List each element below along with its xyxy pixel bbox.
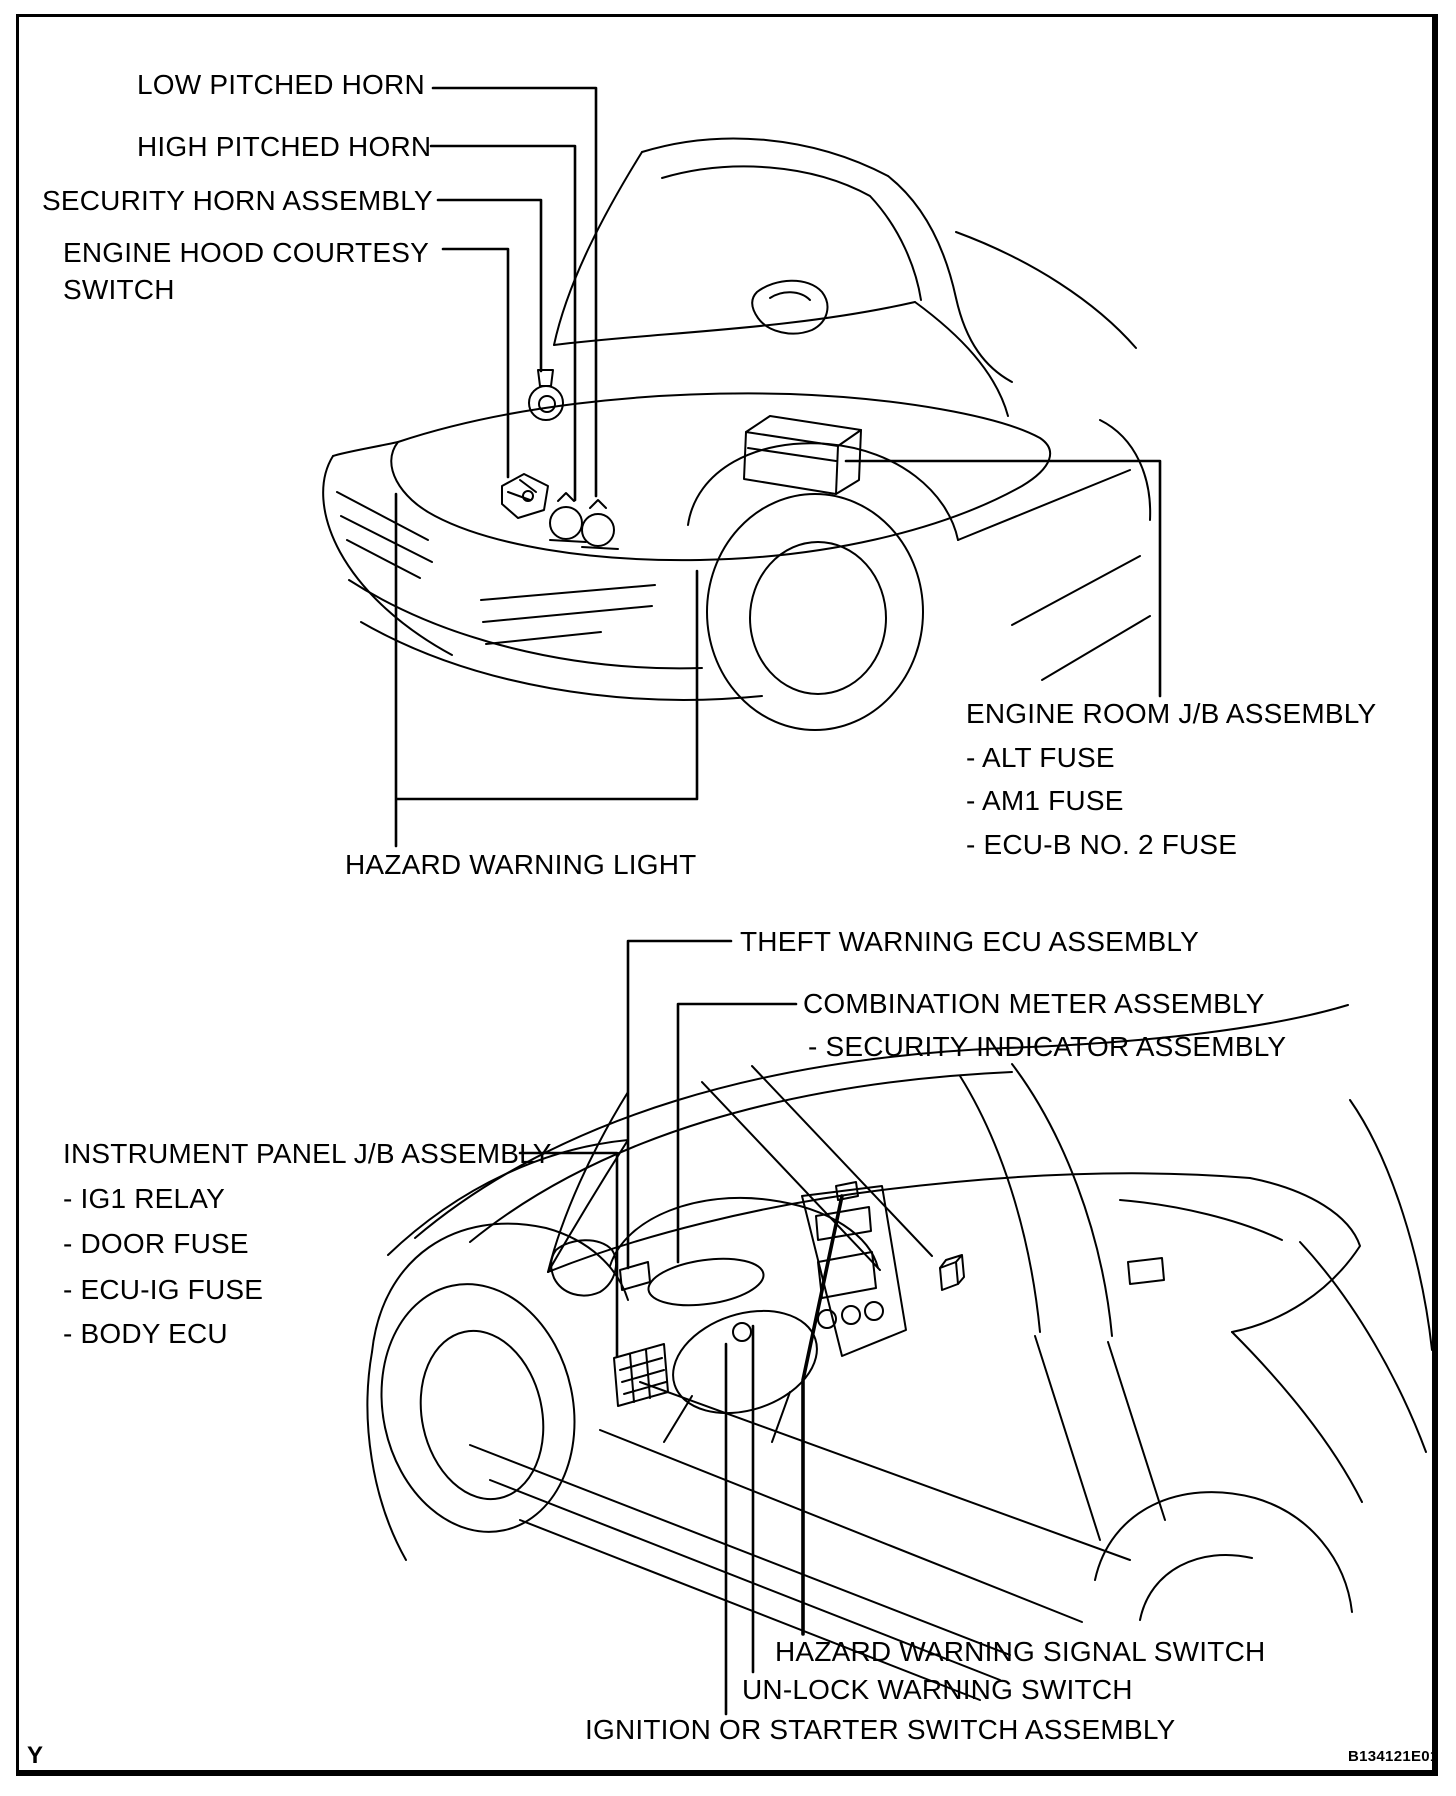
leader-engine-hood-courtesy-switch (443, 249, 508, 477)
label-ig1-relay: - IG1 RELAY (63, 1183, 225, 1214)
label-engine-hood-courtesy-switch-line1: ENGINE HOOD COURTESY (63, 237, 429, 268)
label-door-fuse: - DOOR FUSE (63, 1228, 249, 1259)
security-horn-part (529, 370, 563, 420)
page-corner-mark: Y (27, 1742, 44, 1769)
label-unlock-warning-switch: UN-LOCK WARNING SWITCH (742, 1674, 1133, 1705)
engine-room-jb-part (744, 416, 861, 494)
label-low-pitched-horn: LOW PITCHED HORN (137, 69, 425, 100)
label-theft-warning-ecu-assembly: THEFT WARNING ECU ASSEMBLY (740, 926, 1199, 957)
leader-combination-meter (678, 1004, 796, 1262)
theft-warning-ecu-part (620, 1262, 650, 1290)
label-combination-meter-assembly: COMBINATION METER ASSEMBLY (803, 988, 1265, 1019)
label-ignition-or-starter-switch-assembly: IGNITION OR STARTER SWITCH ASSEMBLY (585, 1714, 1176, 1745)
label-instrument-panel-jb-assembly: INSTRUMENT PANEL J/B ASSEMBLY (63, 1138, 552, 1169)
label-ecu-ig-fuse: - ECU-IG FUSE (63, 1274, 264, 1305)
label-security-indicator-assembly: - SECURITY INDICATOR ASSEMBLY (808, 1031, 1287, 1062)
interior-car-drawing (359, 1005, 1432, 1700)
ignition-switch-part (733, 1323, 751, 1341)
leader-hazard-warning-light (396, 494, 697, 846)
label-hazard-warning-light: HAZARD WARNING LIGHT (345, 849, 697, 880)
instrument-panel-jb-part (614, 1344, 668, 1406)
label-body-ecu: - BODY ECU (63, 1318, 228, 1349)
leader-instrument-panel-jb (520, 1153, 617, 1356)
engine-hood-courtesy-switch-part (502, 474, 548, 518)
leader-security-horn-assembly (438, 200, 541, 371)
label-alt-fuse: - ALT FUSE (966, 742, 1115, 773)
horns-part (550, 493, 618, 549)
label-engine-hood-courtesy-switch-line2: SWITCH (63, 274, 175, 305)
figure-code: B134121E01 (1348, 1748, 1439, 1765)
leader-low-pitched-horn (433, 88, 596, 496)
label-ecu-b-no2-fuse: - ECU-B NO. 2 FUSE (966, 829, 1238, 860)
combination-meter-part (646, 1252, 767, 1312)
engine-compartment-car-drawing (323, 139, 1150, 731)
label-am1-fuse: - AM1 FUSE (966, 785, 1124, 816)
label-security-horn-assembly: SECURITY HORN ASSEMBLY (42, 185, 433, 216)
label-engine-room-jb-assembly: ENGINE ROOM J/B ASSEMBLY (966, 698, 1377, 729)
leader-theft-warning-ecu (628, 941, 731, 1268)
label-hazard-warning-signal-switch: HAZARD WARNING SIGNAL SWITCH (775, 1636, 1266, 1667)
label-high-pitched-horn: HIGH PITCHED HORN (137, 131, 432, 162)
